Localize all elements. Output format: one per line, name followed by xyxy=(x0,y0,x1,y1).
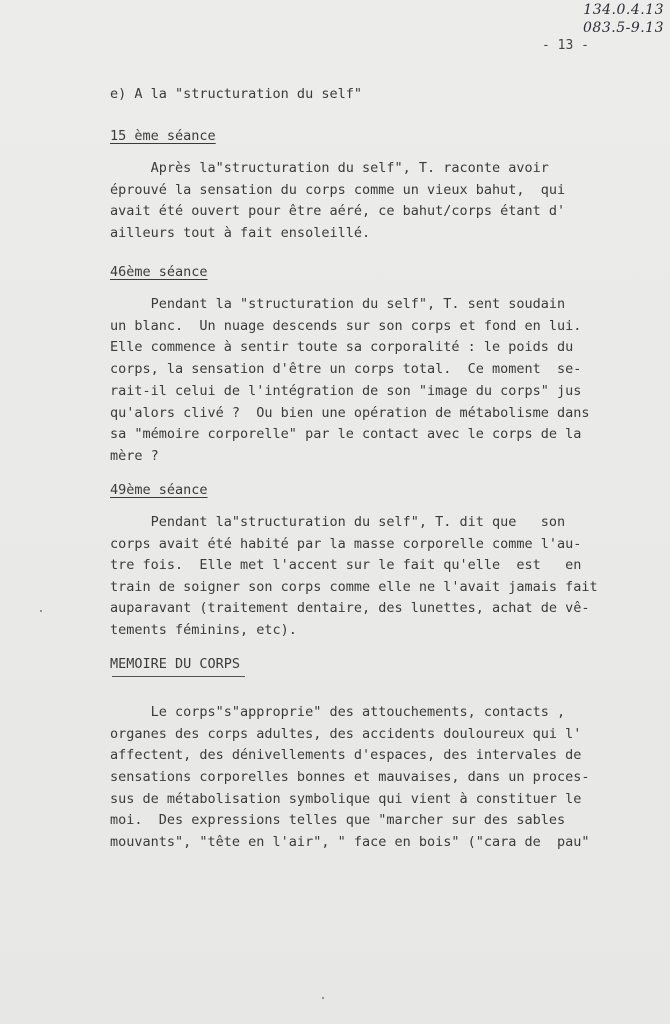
paragraph-line: tements féminins, etc). xyxy=(110,622,297,638)
section-title-memoire: MEMOIRE DU CORPS xyxy=(110,656,241,672)
paragraph-line: un blanc. Un nuage descends sur son corps et fond en lui. xyxy=(110,318,582,334)
paragraph-line: Le corps"s"approprie" des attouchements, contacts , xyxy=(110,704,566,720)
paragraph-line: Pendant la "structuration du self", T. sent soudain xyxy=(110,296,566,312)
paragraph-line: sensations corporelles bonnes et mauvaises, dans un proces- xyxy=(110,769,590,785)
paragraph-line: Pendant la"structuration du self", T. dit que son xyxy=(110,514,566,530)
paragraph-line: mère ? xyxy=(110,448,159,464)
paragraph-line: moi. Des expressions telles que "marcher sur des sables xyxy=(110,812,566,828)
paragraph-line: sus de métabolisation symbolique qui vient à constituer le xyxy=(110,791,582,807)
page-number: - 13 - xyxy=(542,38,589,53)
paragraph-line: rait-il celui de l'intégration de son "image du corps" jus xyxy=(110,383,582,399)
section-heading: e) A la "structuration du self" xyxy=(110,86,362,102)
handwritten-annotation: 083.5-9.13 xyxy=(583,20,664,36)
session-title: 46ème séance xyxy=(110,264,208,280)
paragraph-line: organes des corps adultes, des accidents douloureux qui l' xyxy=(110,726,582,742)
paragraph-line: ailleurs tout à fait ensoleillé. xyxy=(110,225,371,241)
paragraph-line: sa "mémoire corporelle" par le contact avec le corps de la xyxy=(110,426,582,442)
session-title: 49ème séance xyxy=(110,482,208,498)
paragraph-line: affectent, des dénivellements d'espaces, des intervales de xyxy=(110,747,582,763)
paragraph-line: train de soigner son corps comme elle ne l'avait jamais fait xyxy=(110,579,598,595)
paragraph-line: qu'alors clivé ? Ou bien une opération de métabolisme dans xyxy=(110,405,590,421)
paragraph-line: corps, la sensation d'être un corps total. Ce moment se- xyxy=(110,361,582,377)
paragraph-line: corps avait été habité par la masse corporelle comme l'au- xyxy=(110,536,582,552)
paragraph-line: mouvants", "tête en l'air", " face en bois" ("cara de pau" xyxy=(110,834,590,850)
paragraph-line: Elle commence à sentir toute sa corporalité : le poids du xyxy=(110,339,574,355)
paragraph-line: avait été ouvert pour être aéré, ce bahut/corps étant d' xyxy=(110,203,566,219)
paragraph-line: tre fois. Elle met l'accent sur le fait qu'elle est en xyxy=(110,557,582,573)
paragraph-line: auparavant (traitement dentaire, des lunettes, achat de vê- xyxy=(110,600,590,616)
paragraph-line: Après la"structuration du self", T. raconte avoir xyxy=(110,160,549,176)
paper-speck xyxy=(322,997,324,999)
handwritten-annotation: 134.0.4.13 xyxy=(583,2,664,18)
session-title: 15 ème séance xyxy=(110,128,216,144)
title-underline xyxy=(112,676,245,677)
paragraph-line: éprouvé la sensation du corps comme un vieux bahut, qui xyxy=(110,182,566,198)
paper-speck xyxy=(40,610,42,612)
